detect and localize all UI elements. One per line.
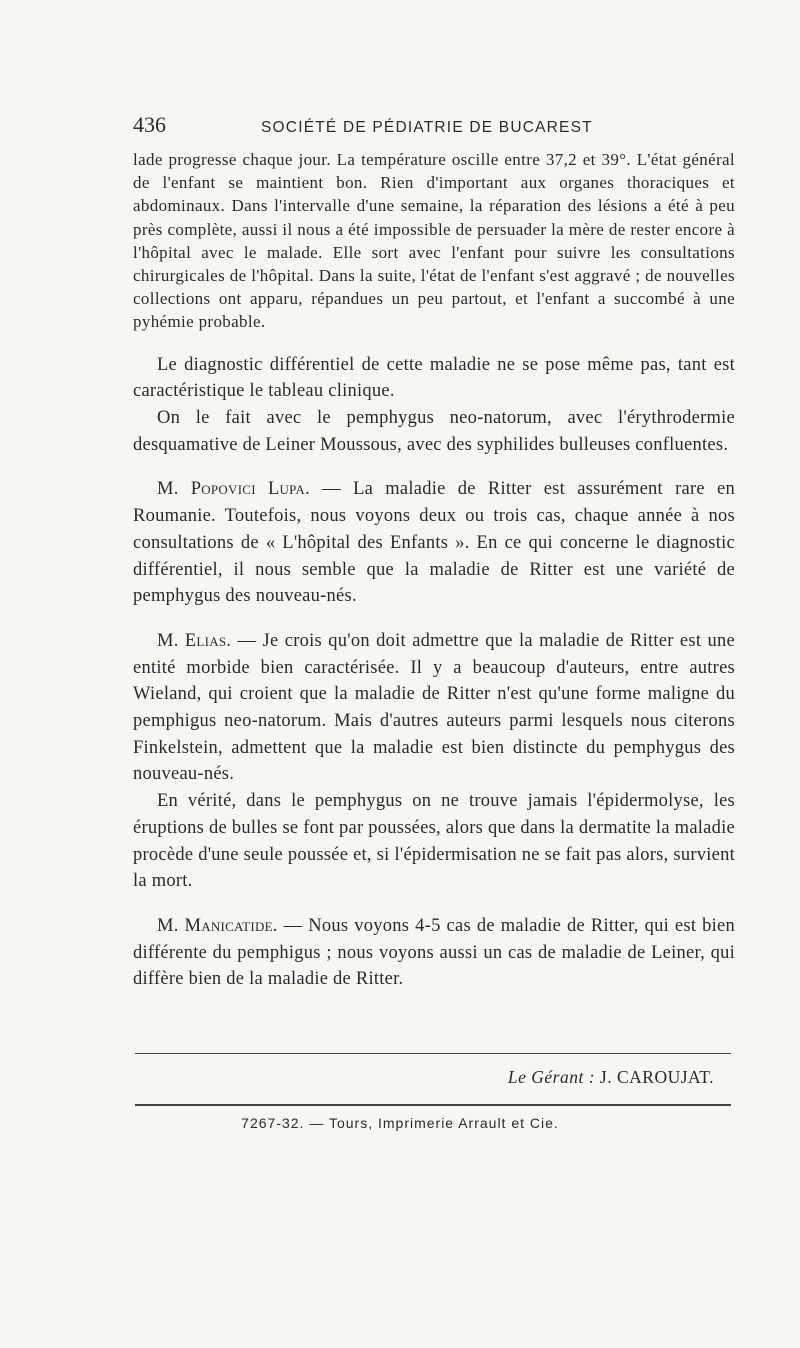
paragraph-diagnostic: Le diagnostic différentiel de cette maladie ne se pose même pas, tant est caractéristique le tableau clinique. [133, 354, 735, 402]
signature-name: J. CAROUJAT. [595, 1067, 714, 1087]
speaker-remark: — La maladie de Ritter est assurément rare en Roumanie. Toutefois, nous voyons deux ou trois cas, chaque année à nos consultations de « L'hôpital des Enfants ». En ce qui concerne le diagnostic différentiel, il nous semble que la maladie de Ritter est une variété de pemphygus des nouveau-nés. [133, 479, 736, 607]
paragraph-case-continuation: lade progresse chaque jour. La température oscille entre 37,2 et 39°. L'état général de l'enfant se maintient bon. Rien d'important aux organes thoraciques et abdominaux. Dans l'intervalle d'une semaine, la réparation des lésions a été à peu près complète, aussi il nous a été impossible de persuader la mère de rester encore à l'hôpital avec le malade. Elle sort avec l'enfant pour suivre les consultations chirurgicales de l'hôpital. Dans la suite, l'état de l'enfant s'est aggravé ; de nouvelles collections ont apparu, répandues un peu partout, et l'enfant a succombé à une pyhémie probable. [133, 150, 735, 332]
page-content [133, 112, 735, 993]
speaker-name: M. Popovici Lupa. [157, 479, 310, 500]
speaker-name: M. Manicatide. [157, 915, 278, 936]
printer-imprint: 7267-32. — Tours, Imprimerie Arrault et Cie. [241, 1115, 559, 1131]
page-header [133, 112, 735, 148]
signature-role: Le Gérant : [507, 1067, 596, 1087]
speaker-name: M. Elias. [157, 630, 232, 651]
footer-rule [135, 1104, 731, 1106]
paragraph-elias [133, 628, 735, 788]
paragraph-differential: On le fait avec le pemphygus neo-natorum, avec l'érythrodermie desquamative de Leiner Moussous, avec des syphilides bulleuses confluentes. [133, 408, 735, 455]
speaker-remark: — Nous voyons 4-5 cas de maladie de Ritter, qui est bien différente du pemphigus ; nous voyons aussi un cas de maladie de Leiner, qui diffère bien de la maladie de Ritter. [133, 915, 735, 990]
signature-line [0, 1067, 714, 1088]
page-number: 436 [133, 112, 166, 137]
paragraph-manicatide [133, 913, 735, 993]
paragraph-elias-continued: En vérité, dans le pemphygus on ne trouve jamais l'épidermolyse, les éruptions de bulles se font par poussées, alors que dans la dermatite la maladie procède d'une seule poussée et, si l'épidermisation ne se fait pas alors, survient la mort. [133, 791, 735, 892]
divider-rule [135, 1053, 731, 1054]
paragraph-popovici-lupa [133, 476, 735, 610]
speaker-remark: — Je crois qu'on doit admettre que la maladie de Ritter est une entité morbide bien caractérisée. Il y a beaucoup d'auteurs, entre autres Wieland, qui croient que la maladie de Ritter n'est qu'une forme maligne du pemphigus neo-natorum. Mais d'autres auteurs parmi lesquels nous citerons Finkelstein, admettent que la maladie est bien distincte du pemphygus des nouveau-nés. [133, 630, 735, 785]
running-title: SOCIÉTÉ DE PÉDIATRIE DE BUCAREST [261, 119, 593, 136]
